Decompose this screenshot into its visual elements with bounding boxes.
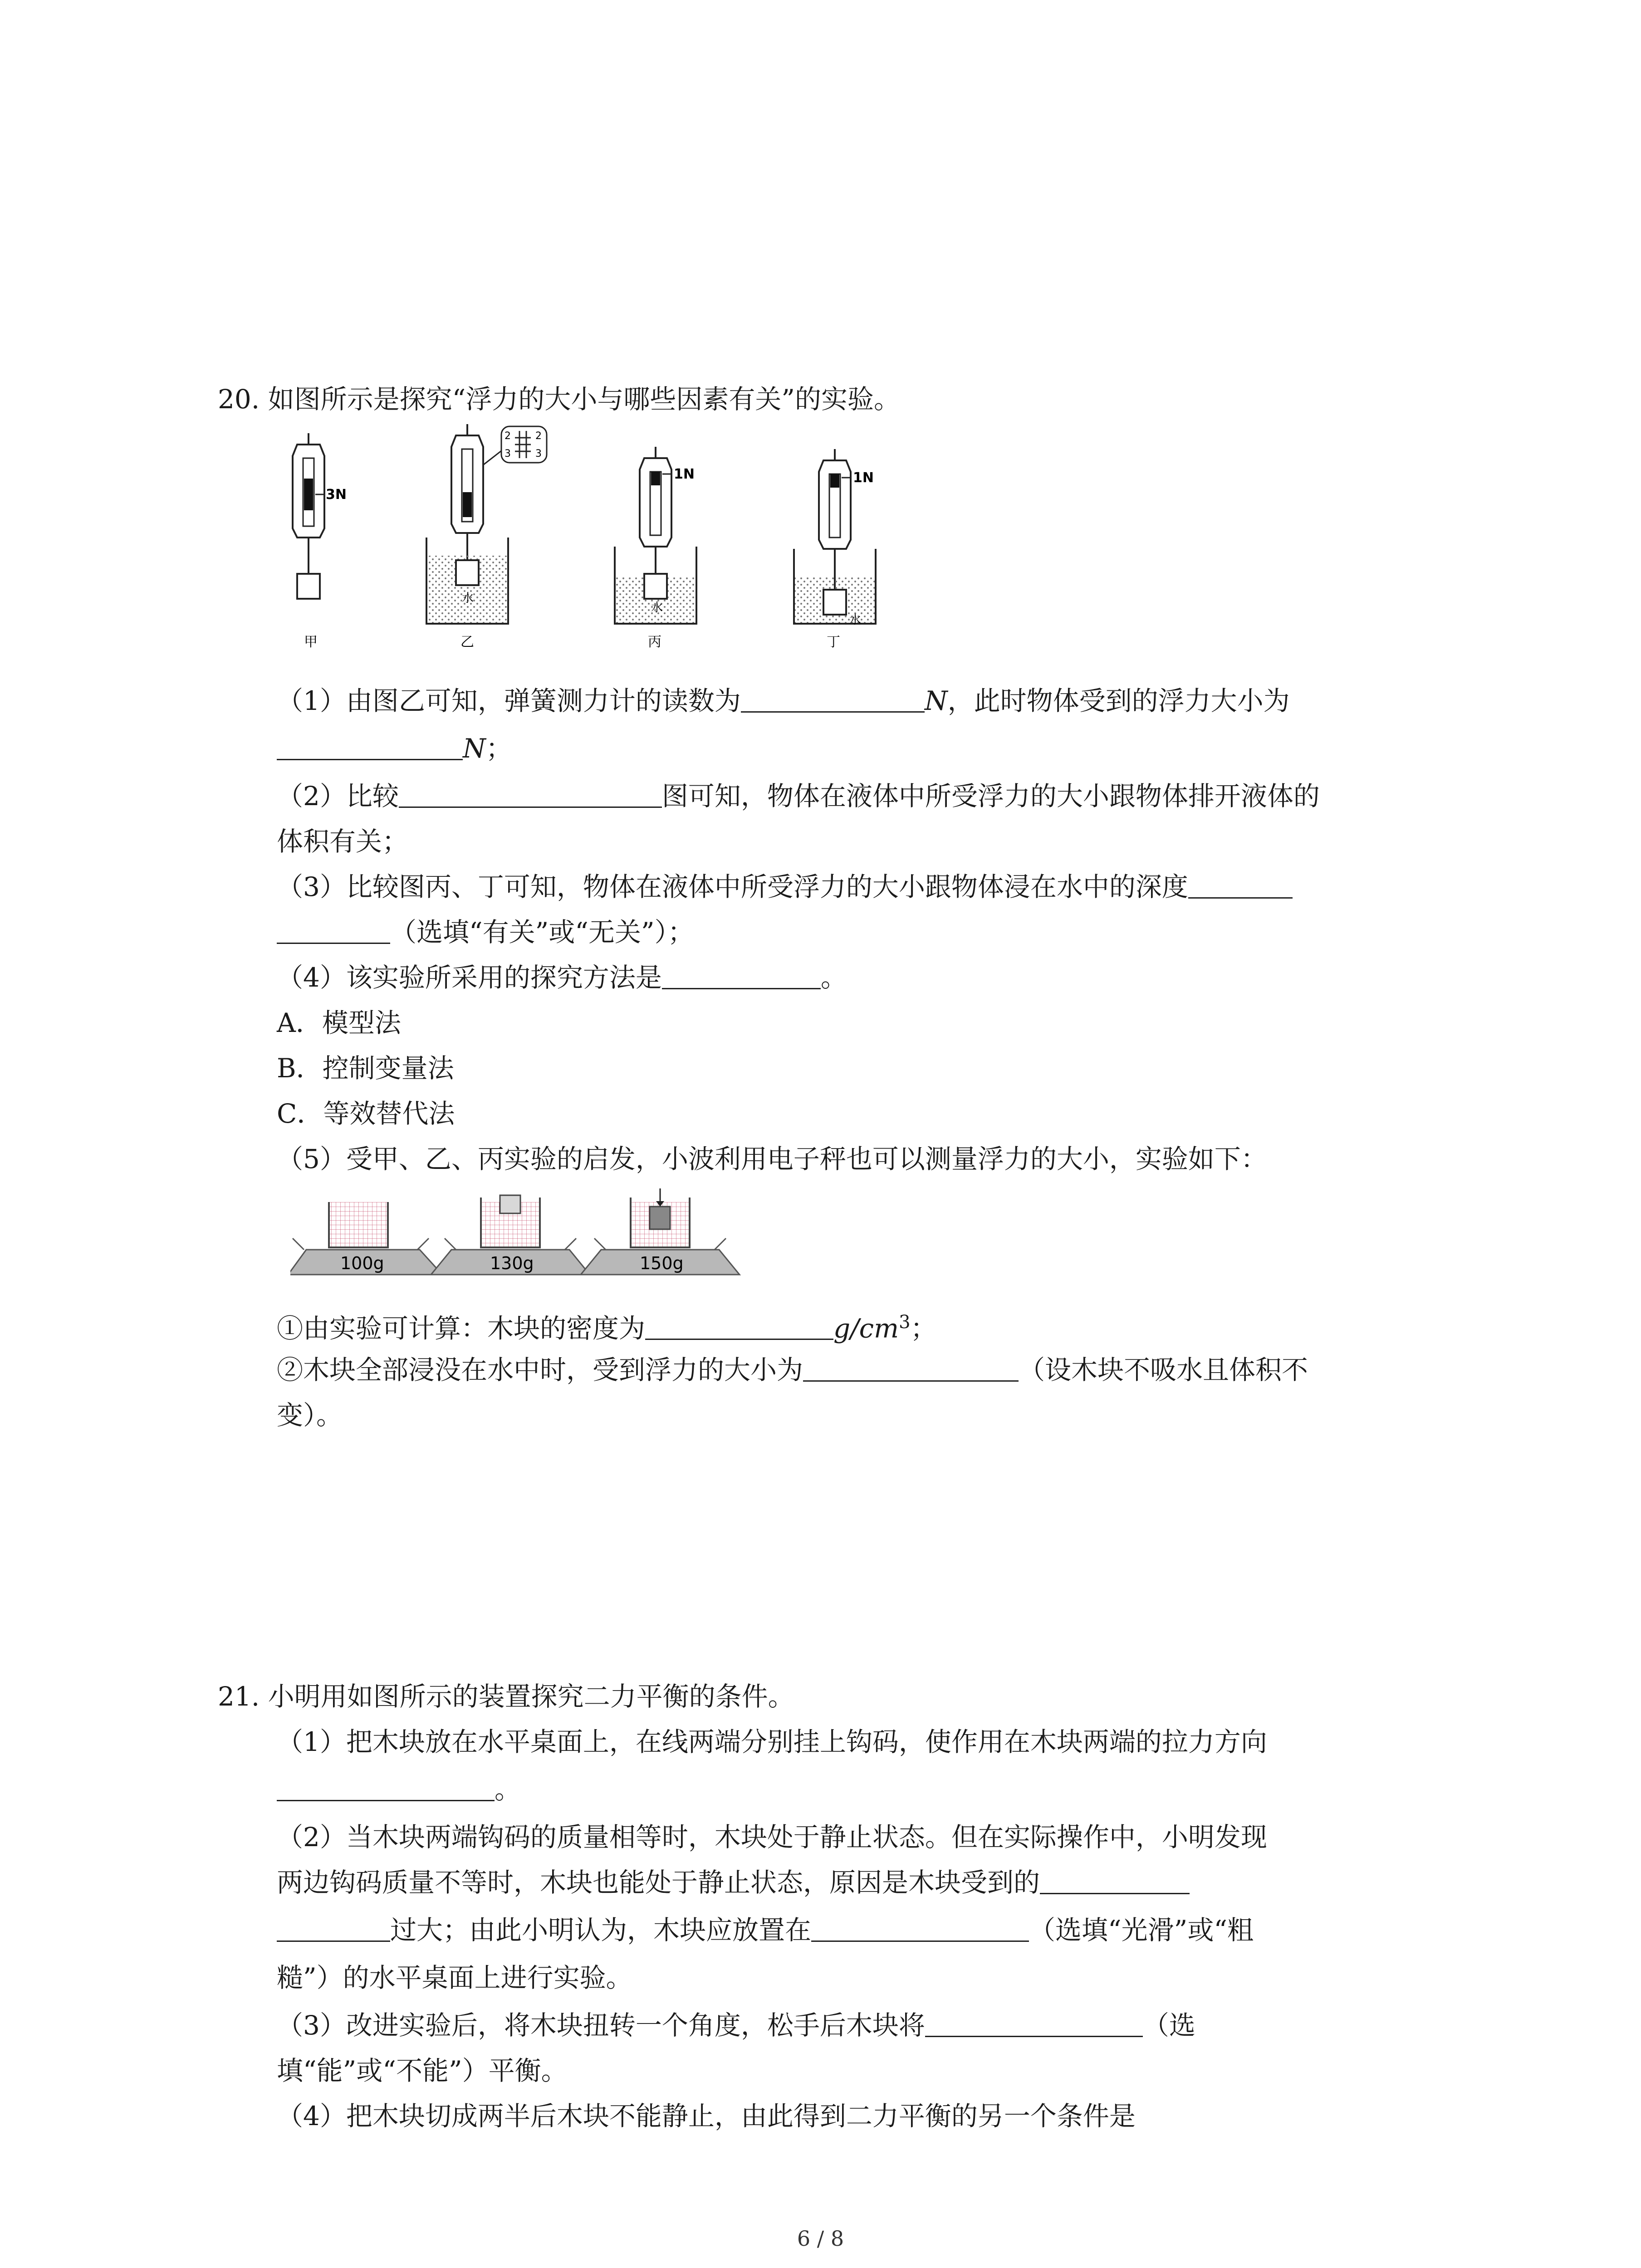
reading-ding: 1N bbox=[853, 470, 874, 486]
q20-part1-line1: （1）由图乙可知，弹簧测力计的读数为 N，此时物体受到的浮力大小为 bbox=[277, 683, 1290, 719]
label-ding: 丁 bbox=[827, 634, 840, 650]
page-number: 6 / 8 bbox=[797, 2226, 844, 2251]
water-label-bing: 水 bbox=[651, 601, 663, 615]
q21-part3-line1: （3）改进实验后，将木块扭转一个角度，松手后木块将 （选 bbox=[277, 2007, 1195, 2043]
q20-option-c: C．等效替代法 bbox=[277, 1098, 455, 1129]
label-bing: 丙 bbox=[648, 634, 661, 650]
reading-bing: 1N bbox=[674, 466, 695, 482]
q21-part3-line2: 填“能”或“不能”）平衡。 bbox=[277, 2055, 568, 2086]
answer-blank-2[interactable] bbox=[277, 731, 463, 760]
q20-part2-line1: （2）比较 图可知，物体在液体中所受浮力的大小跟物体排开液体的 bbox=[277, 778, 1320, 814]
answer-blank-6[interactable] bbox=[662, 960, 821, 989]
q21-part2-line4: 糙”）的水平桌面上进行实验。 bbox=[277, 1962, 632, 1993]
electronic-scale-figure bbox=[290, 1188, 762, 1279]
q21-part1-line2: 。 bbox=[277, 1771, 521, 1808]
q20-part4: （4）该实验所采用的探究方法是 。 bbox=[277, 959, 847, 996]
label-jia: 甲 bbox=[304, 634, 318, 650]
zoom-tick-1: 2 bbox=[505, 430, 511, 442]
q21-stem: 21. 小明用如图所示的装置探究二力平衡的条件。 bbox=[218, 1681, 794, 1712]
answer-blank-13[interactable] bbox=[925, 2008, 1143, 2037]
q20-option-a: A．模型法 bbox=[277, 1007, 401, 1038]
scale-reading-3: 150g bbox=[640, 1253, 684, 1273]
answer-blank-4[interactable] bbox=[1188, 869, 1293, 899]
q20-sub2-line2: 变）。 bbox=[277, 1400, 343, 1431]
answer-blank-9[interactable] bbox=[277, 1772, 495, 1801]
answer-blank-3[interactable] bbox=[399, 778, 662, 808]
zoom-tick-3: 3 bbox=[505, 448, 511, 459]
scale-reading-1: 100g bbox=[340, 1253, 384, 1273]
answer-blank-8[interactable] bbox=[803, 1352, 1019, 1382]
q20-part3-line2: （选填“有关”或“无关”）； bbox=[277, 914, 694, 950]
answer-blank-1[interactable] bbox=[741, 683, 925, 713]
answer-blank-5[interactable] bbox=[277, 914, 390, 944]
scale-jia bbox=[293, 433, 324, 599]
answer-blank-11[interactable] bbox=[277, 1912, 390, 1942]
reading-jia: 3N bbox=[326, 487, 347, 503]
q21-part2-line1: （2）当木块两端钩码的质量相等时，木块处于静止状态。但在实际操作中，小明发现 bbox=[277, 1822, 1267, 1853]
q21-part2-line2: 两边钩码质量不等时，木块也能处于静止状态，原因是木块受到的 bbox=[277, 1864, 1190, 1901]
water-label-yi: 水 bbox=[462, 591, 474, 605]
q20-option-b: B．控制变量法 bbox=[277, 1053, 454, 1084]
answer-blank-10[interactable] bbox=[1040, 1865, 1190, 1894]
q20-part5: （5）受甲、乙、丙实验的启发，小波利用电子秤也可以测量浮力的大小，实验如下： bbox=[277, 1144, 1267, 1174]
q20-part3-line1: （3）比较图丙、丁可知，物体在液体中所受浮力的大小跟物体浸在水中的深度 bbox=[277, 869, 1293, 905]
q20-sub1: ①由实验可计算：木块的密度为 $g/cm^3$； bbox=[277, 1304, 937, 1346]
q20-part2-line2: 体积有关； bbox=[277, 826, 409, 857]
zoom-tick-2: 2 bbox=[535, 430, 542, 442]
q21-part1-line1: （1）把木块放在水平桌面上，在线两端分别挂上钩码，使作用在木块两端的拉力方向 bbox=[277, 1726, 1267, 1757]
water-label-ding: 水 bbox=[849, 613, 862, 627]
q21-part4: （4）把木块切成两半后木块不能静止，由此得到二力平衡的另一个条件是 bbox=[277, 2101, 1136, 2131]
q21-part2-line3: 过大；由此小明认为，木块应放置在 （选填“光滑”或“粗 bbox=[277, 1912, 1254, 1948]
q20-sub2-line1: ②木块全部浸没在水中时，受到浮力的大小为 （设木块不吸水且体积不 bbox=[277, 1352, 1308, 1388]
answer-blank-7[interactable] bbox=[645, 1310, 833, 1340]
spring-scale-figure bbox=[272, 424, 898, 660]
answer-blank-12[interactable] bbox=[811, 1912, 1029, 1942]
zoom-tick-4: 3 bbox=[535, 448, 542, 459]
scale-yi bbox=[426, 424, 547, 624]
label-yi: 乙 bbox=[460, 634, 474, 650]
q20-stem: 20. 如图所示是探究“浮力的大小与哪些因素有关”的实验。 bbox=[218, 384, 900, 415]
q20-part1-line2: N； bbox=[277, 730, 512, 767]
scale-reading-2: 130g bbox=[490, 1253, 534, 1273]
